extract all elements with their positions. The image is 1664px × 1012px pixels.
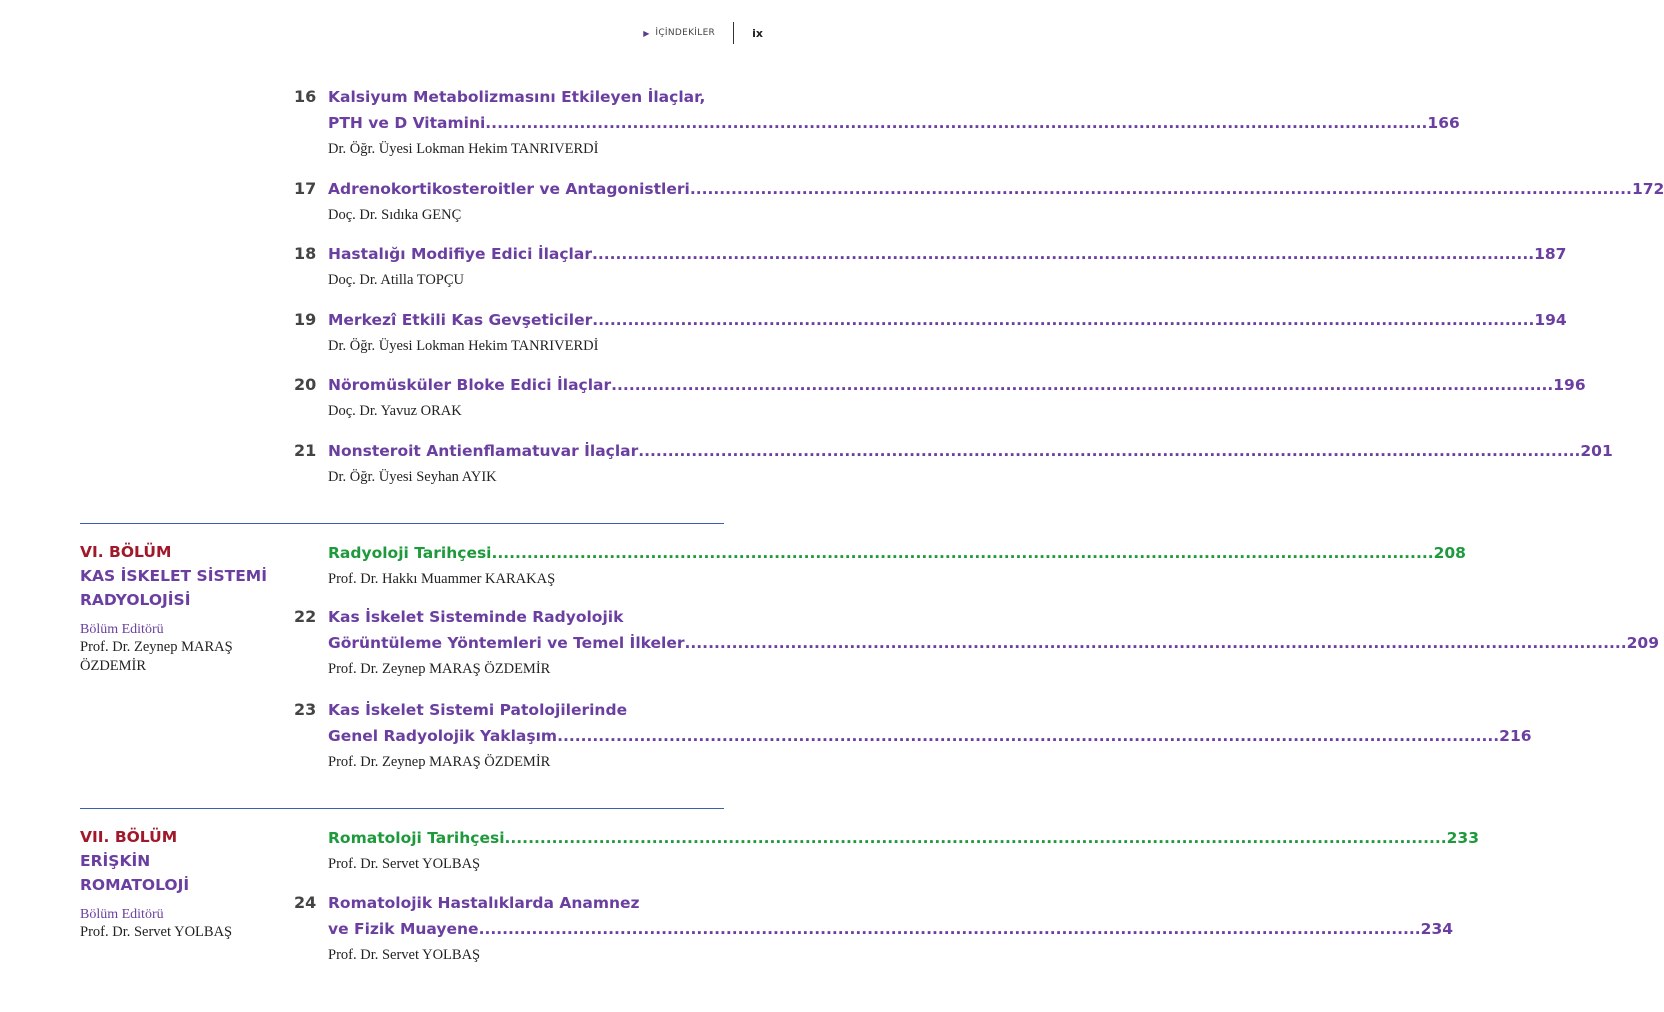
toc-entry-23[interactable] [294, 697, 1532, 773]
chapter-page: 187 [1534, 245, 1567, 263]
history-author: Prof. Dr. Servet YOLBAŞ [328, 856, 481, 872]
history-title: Radyoloji Tarihçesi [328, 544, 492, 562]
toc-entry-17[interactable] [294, 176, 1664, 226]
chapter-number: 22 [294, 607, 317, 626]
chapter-title-last: Genel Radyolojik Yaklaşım [328, 727, 558, 745]
leader-dots [592, 241, 1534, 267]
toc-entry-18[interactable] [294, 241, 1567, 291]
chapter-title-line: Kas İskelet Sisteminde Radyolojik [328, 608, 624, 626]
history-author: Prof. Dr. Hakkı Muammer KARAKAŞ [328, 571, 556, 587]
chapter-page: 216 [1499, 727, 1532, 745]
chapter-author: Doç. Dr. Yavuz ORAK [328, 403, 462, 419]
chapter-title-last: PTH ve D Vitamini [328, 114, 486, 132]
history-page: 208 [1433, 544, 1466, 562]
chapter-title-last: Nöromüsküler Bloke Edici İlaçlar [328, 376, 612, 394]
section-divider [80, 523, 724, 524]
leader-dots [479, 916, 1421, 942]
chapter-number: 20 [294, 375, 317, 394]
chapter-number: 24 [294, 893, 317, 912]
chapter-title-line: Romatolojik Hastalıklarda Anamnez [328, 894, 640, 912]
section-number: VI. BÖLÜM [80, 543, 172, 561]
chapter-author: Prof. Dr. Zeynep MARAŞ ÖZDEMİR [328, 754, 551, 770]
leader-dots [611, 372, 1553, 398]
chapter-page: 209 [1626, 634, 1659, 652]
chapter-author: Prof. Dr. Zeynep MARAŞ ÖZDEMİR [328, 661, 551, 677]
chapter-author: Prof. Dr. Servet YOLBAŞ [328, 947, 481, 963]
toc-entry-21[interactable] [294, 438, 1613, 488]
editor-label: Bölüm Editörü [80, 622, 164, 637]
chapter-number: 17 [294, 179, 317, 198]
chapter-page: 166 [1427, 114, 1460, 132]
leader-dots [557, 723, 1499, 749]
section-vii-info [80, 825, 280, 942]
chapter-author: Dr. Öğr. Üyesi Seyhan AYIK [328, 469, 497, 485]
section-title-line: ERİŞKİN [80, 852, 151, 870]
chapter-number: 16 [294, 87, 317, 106]
header-divider [733, 22, 734, 44]
editor-name: Prof. Dr. Zeynep MARAŞ ÖZDEMİR [80, 639, 233, 674]
toc-entry-radyoloji-history[interactable] [294, 540, 1466, 590]
leader-dots [638, 438, 1580, 464]
chapter-number: 19 [294, 310, 317, 329]
chapter-author: Doç. Dr. Sıdıka GENÇ [328, 207, 462, 223]
history-page: 233 [1446, 829, 1479, 847]
section-divider [80, 808, 724, 809]
toc-entry-16[interactable] [294, 84, 1460, 160]
editor-label: Bölüm Editörü [80, 907, 164, 922]
chapter-title-last: ve Fizik Muayene [328, 920, 479, 938]
chapter-title-last: Görüntüleme Yöntemleri ve Temel İlkeler [328, 634, 685, 652]
history-title: Romatoloji Tarihçesi [328, 829, 505, 847]
leader-dots [485, 110, 1427, 136]
chapter-author: Dr. Öğr. Üyesi Lokman Hekim TANRIVERDİ [328, 338, 599, 354]
chapter-page: 194 [1534, 311, 1567, 329]
toc-entry-22[interactable] [294, 604, 1659, 680]
chapter-number: 18 [294, 244, 317, 263]
section-title-line: RADYOLOJİSİ [80, 591, 191, 609]
header-section-title: İÇİNDEKİLER [655, 28, 716, 38]
chapter-author: Doç. Dr. Atilla TOPÇU [328, 272, 465, 288]
chapter-page: 172 [1631, 180, 1664, 198]
leader-dots [690, 176, 1632, 202]
chapter-title-line: Kas İskelet Sistemi Patolojilerinde [328, 701, 628, 719]
chapter-title-last: Merkezî Etkili Kas Gevşeticiler [328, 311, 593, 329]
section-title-line: ROMATOLOJİ [80, 876, 190, 894]
toc-entry-24[interactable] [294, 890, 1454, 966]
triangle-marker-icon: ▶ [643, 28, 650, 38]
leader-dots [592, 307, 1534, 333]
section-number: VII. BÖLÜM [80, 828, 178, 846]
toc-entry-romatoloji-history[interactable] [294, 825, 1479, 875]
toc-entry-20[interactable] [294, 372, 1586, 422]
chapter-page: 196 [1553, 376, 1586, 394]
chapter-title-last: Adrenokortikosteroitler ve Antagonistleri [328, 180, 690, 198]
editor-name: Prof. Dr. Servet YOLBAŞ [80, 924, 233, 940]
toc-entry-19[interactable] [294, 307, 1567, 357]
chapter-page: 234 [1420, 920, 1454, 938]
chapter-number: 23 [294, 700, 317, 719]
section-title-line: KAS İSKELET SİSTEMİ [80, 567, 267, 585]
leader-dots [505, 825, 1447, 851]
leader-dots [685, 630, 1627, 656]
section-vi-info [80, 540, 280, 676]
chapter-title-last: Nonsteroit Antienflamatuvar İlaçlar [328, 442, 639, 460]
chapter-title-line: Kalsiyum Metabolizmasını Etkileyen İlaçlar, [328, 88, 706, 106]
chapter-page: 201 [1580, 442, 1613, 460]
page-number: ix [752, 26, 763, 40]
chapter-title-last: Hastalığı Modifiye Edici İlaçlar [328, 245, 592, 263]
page-header [643, 22, 763, 44]
leader-dots [492, 540, 1434, 566]
chapter-number: 21 [294, 441, 317, 460]
chapter-author: Dr. Öğr. Üyesi Lokman Hekim TANRIVERDİ [328, 141, 599, 157]
